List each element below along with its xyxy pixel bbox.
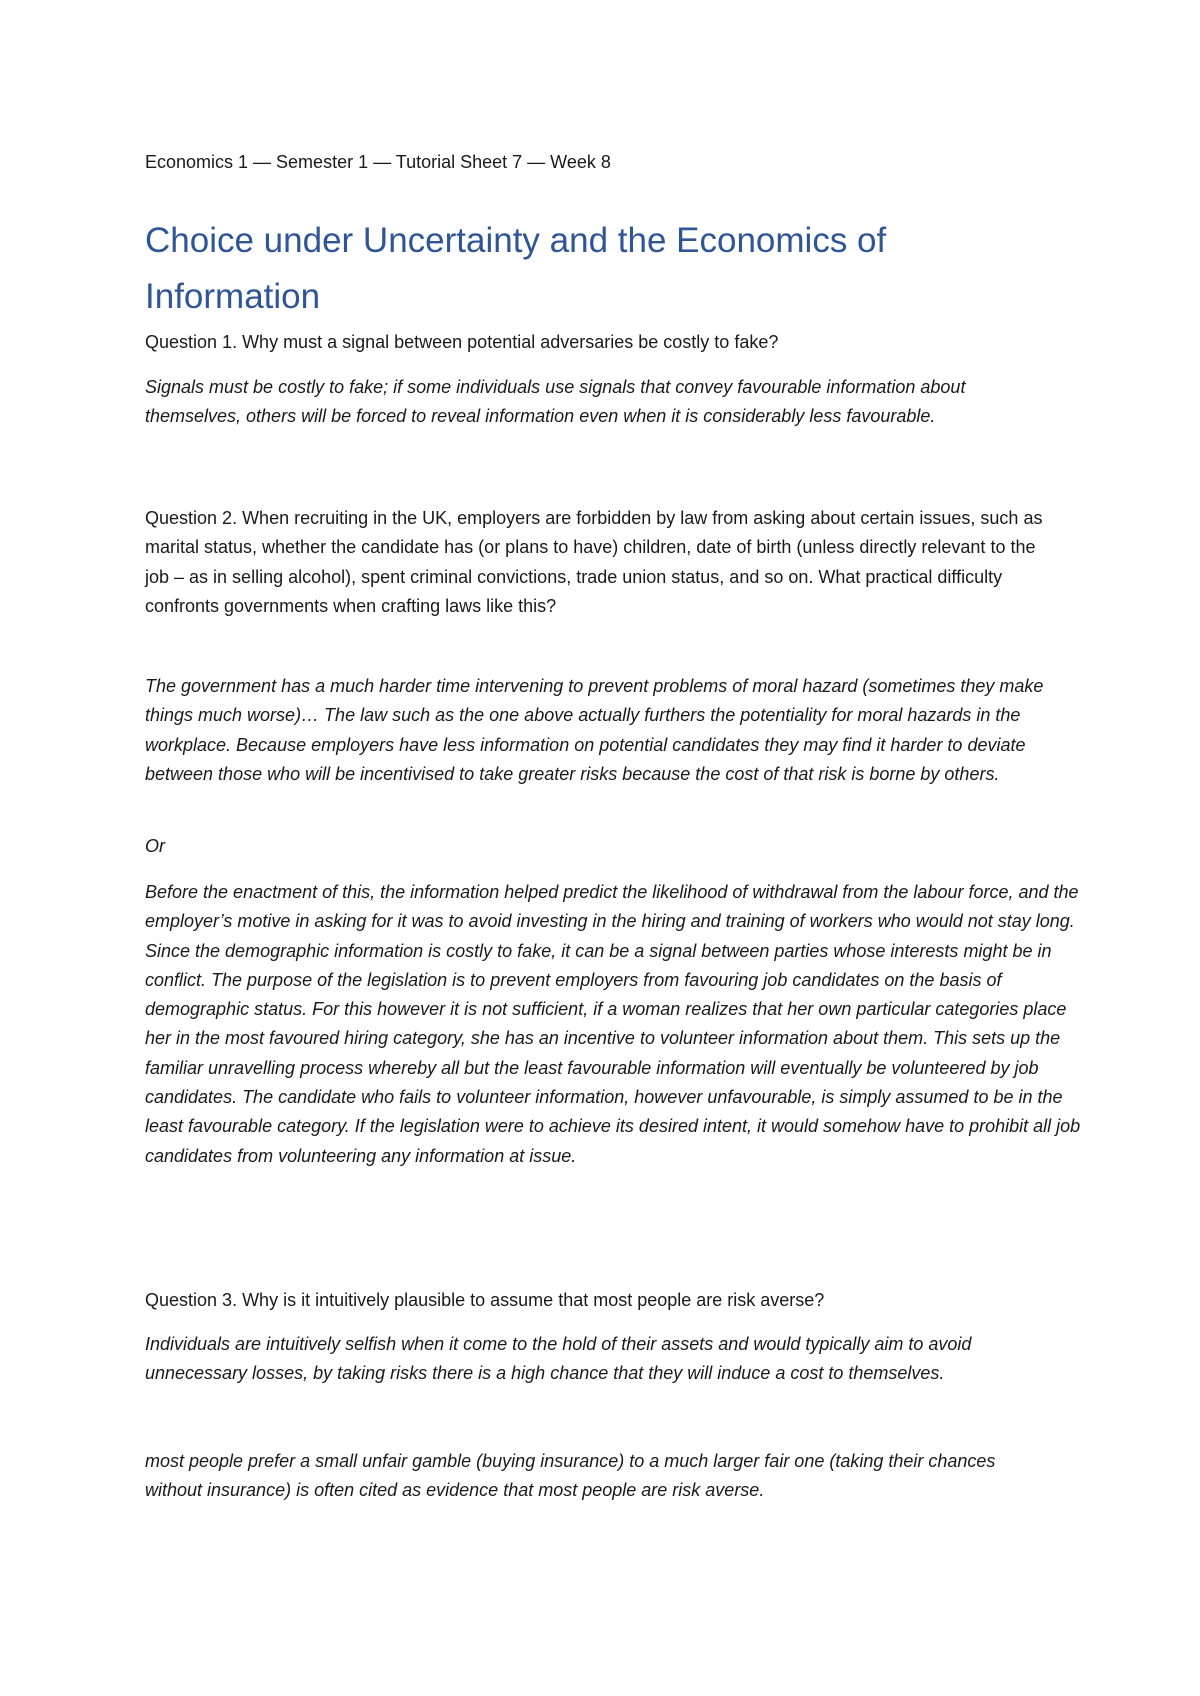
answer-3b: most people prefer a small unfair gamble (buying insurance) to a much larger fair one (taking their chances without insurance) is often cited as evidence that most people are risk averse. [145, 1451, 996, 1501]
question-1 [145, 328, 1085, 357]
question-1-label: Question 1 [145, 332, 233, 352]
answer-2-or: Or [145, 836, 165, 856]
document-title [145, 213, 1045, 325]
answer-2a: The government has a much harder time intervening to prevent problems of moral hazard (sometimes they make things much worse)… The law such as the one above actually furthers the potentiality for moral hazards in the workplace. Because employers have less information on potential candidates they may find it harder to deviate between those who will be incentivised to take greater risks because the cost of that risk is borne by others. [145, 676, 1044, 784]
answer-3a: Individuals are intuitively selfish when it come to the hold of their assets and would typically aim to avoid unnecessary losses, by taking risks there is a high chance that they will induce a cost to themselves. [145, 1334, 972, 1384]
question-2-text: . When recruiting in the UK, employers are forbidden by law from asking about certain issues, such as marital status, whether the candidate has (or plans to have) children, date of birth (unless directly relevant to the job – as in selling alcohol), spent criminal convictions, trade union status, and so on. What practical difficulty confronts governments when crafting laws like this? [145, 508, 1043, 616]
document-header: Economics 1 — Semester 1 — Tutorial Sheet 7 — Week 8 [145, 152, 611, 172]
answer-1: Signals must be costly to fake; if some individuals use signals that convey favourable information about themselves, others will be forced to reveal information even when it is considerably less favourable. [145, 377, 966, 427]
question-3 [145, 1286, 1085, 1315]
answer-2b: Before the enactment of this, the information helped predict the likelihood of withdrawal from the labour force, and the employer’s motive in asking for it was to avoid investing in the hiring and training of workers who would not stay long. Since the demographic information is costly to fake, it can be a signal between parties whose interests might be in conflict. The purpose of the legislation is to prevent employers from favouring job candidates on the basis of demographic status. For this however it is not sufficient, if a woman realizes that her own particular categories place her in the most favoured hiring category, she has an incentive to volunteer information about them. This sets up the familiar unravelling process whereby all but the least favourable information will eventually be volunteered by job candidates. The candidate who fails to volunteer information, however unfavourable, is simply assumed to be in the least favourable category. If the legislation were to achieve its desired intent, it would somehow have to prohibit all job candidates from volunteering any information at issue. [145, 882, 1081, 1166]
document-title-line-1: Choice under Uncertainty and the Economics of [145, 221, 887, 260]
question-3-label: Question 3 [145, 1290, 233, 1310]
question-1-text: . Why must a signal between potential adversaries be costly to fake? [232, 332, 779, 352]
question-2 [145, 504, 1045, 621]
question-2-label: Question 2 [145, 508, 233, 528]
document-title-line-2: Information [145, 277, 321, 316]
question-3-text: . Why is it intuitively plausible to assume that most people are risk averse? [232, 1290, 825, 1310]
